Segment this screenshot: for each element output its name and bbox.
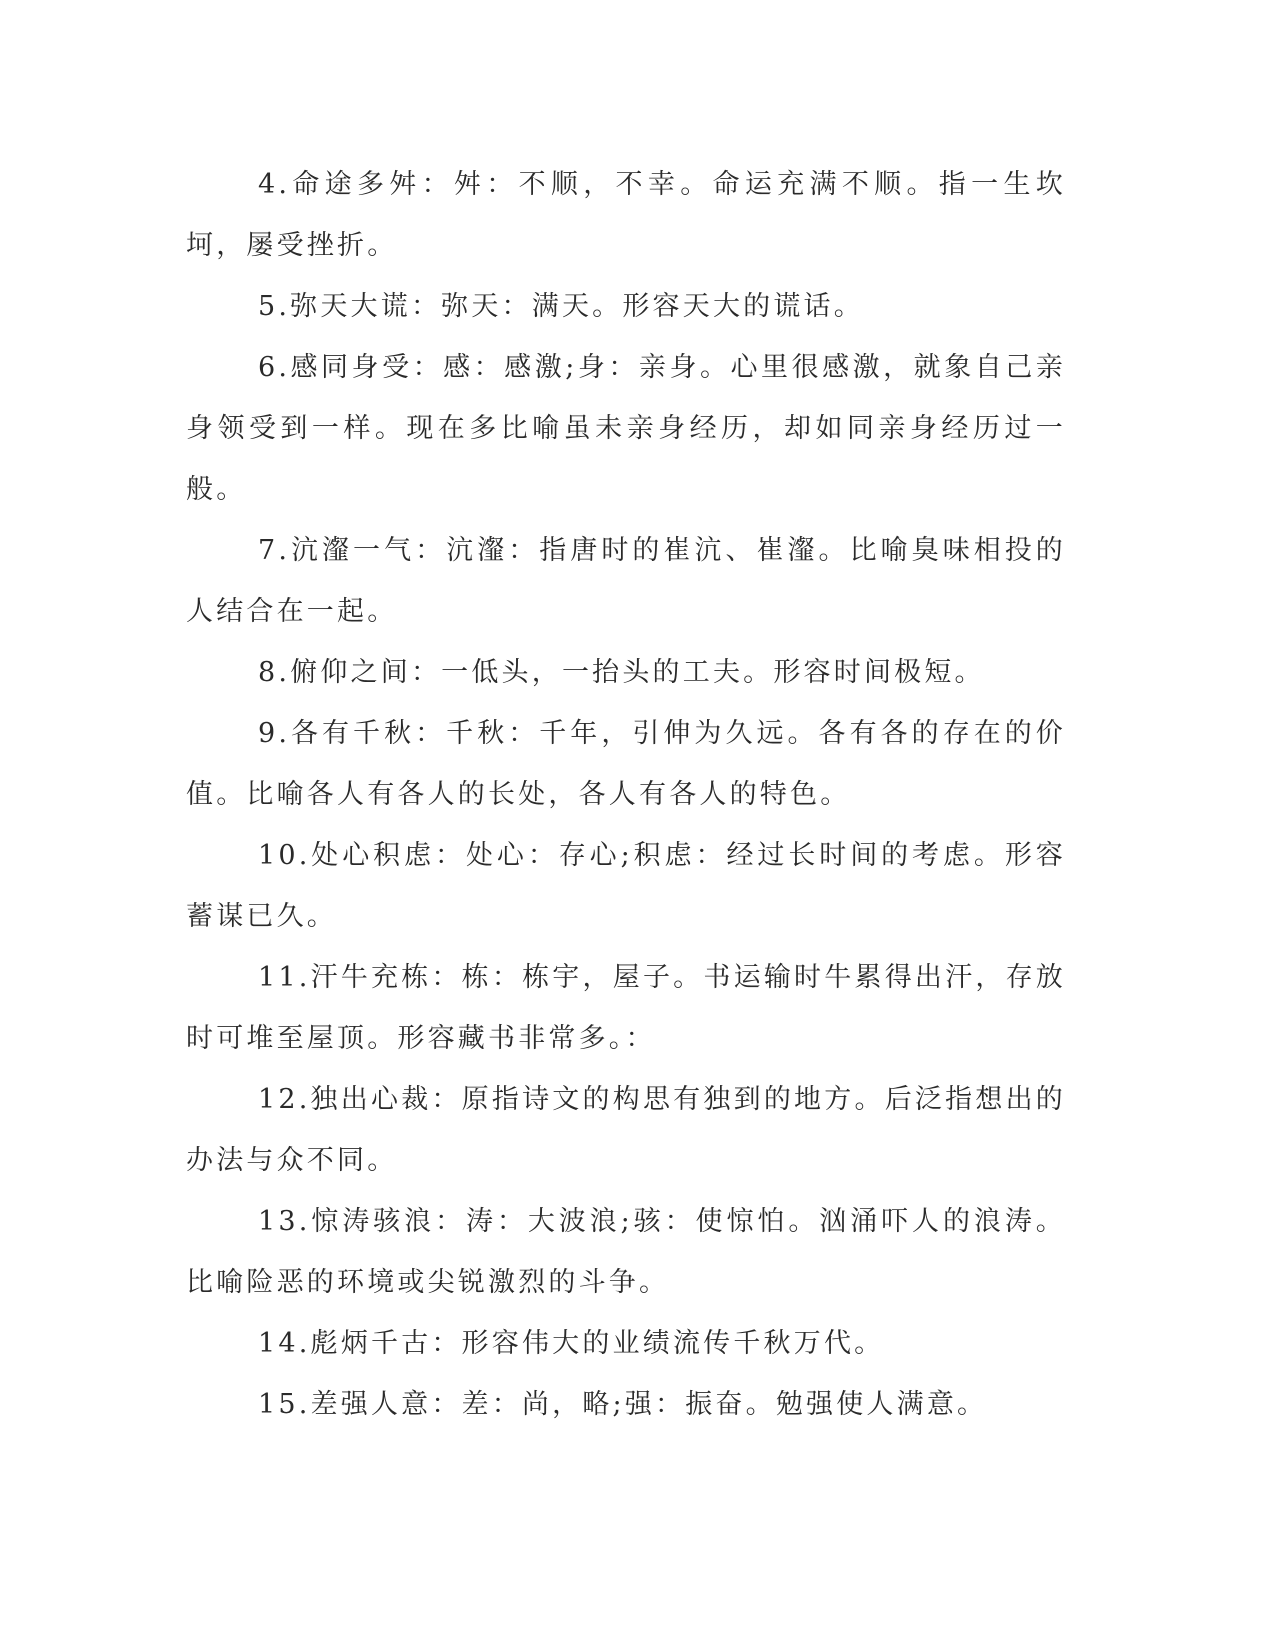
idiom-paragraph-13: 13.惊涛骇浪：涛：大波浪;骇：使惊怕。汹涌吓人的浪涛。比喻险恶的环境或尖锐激烈的斗争。: [186, 1206, 1066, 1298]
idiom-paragraph-14: 14.彪炳千古：形容伟大的业绩流传千秋万代。: [258, 1328, 885, 1359]
idiom-paragraph-10: 10.处心积虑：处心：存心;积虑：经过长时间的考虑。形容蓄谋已久。: [186, 840, 1066, 932]
idiom-paragraph-8: 8.俯仰之间：一低头，一抬头的工夫。形容时间极短。: [258, 657, 985, 688]
document-body: [186, 154, 1066, 1435]
idiom-paragraph-9: 9.各有千秋：千秋：千年，引伸为久远。各有各的存在的价值。比喻各人有各人的长处，各人有各人的特色。: [186, 718, 1066, 810]
idiom-paragraph-15: 15.差强人意：差：尚，略;强：振奋。勉强使人满意。: [258, 1389, 988, 1420]
idiom-paragraph-7: 7.沆瀣一气：沆瀣：指唐时的崔沆、崔瀣。比喻臭味相投的人结合在一起。: [186, 535, 1066, 627]
idiom-paragraph-4: 4.命途多舛：舛：不顺，不幸。命运充满不顺。指一生坎坷，屡受挫折。: [186, 169, 1066, 261]
idiom-paragraph-11: 11.汗牛充栋：栋：栋宇，屋子。书运输时牛累得出汗，存放时可堆至屋顶。形容藏书非常多。：: [186, 962, 1066, 1054]
idiom-paragraph-6: 6.感同身受：感：感激;身：亲身。心里很感激，就象自己亲身领受到一样。现在多比喻虽未亲身经历，却如同亲身经历过一般。: [186, 352, 1066, 505]
idiom-paragraph-12: 12.独出心裁：原指诗文的构思有独到的地方。后泛指想出的办法与众不同。: [186, 1084, 1066, 1176]
idiom-paragraph-5: 5.弥天大谎：弥天：满天。形容天大的谎话。: [258, 291, 864, 322]
